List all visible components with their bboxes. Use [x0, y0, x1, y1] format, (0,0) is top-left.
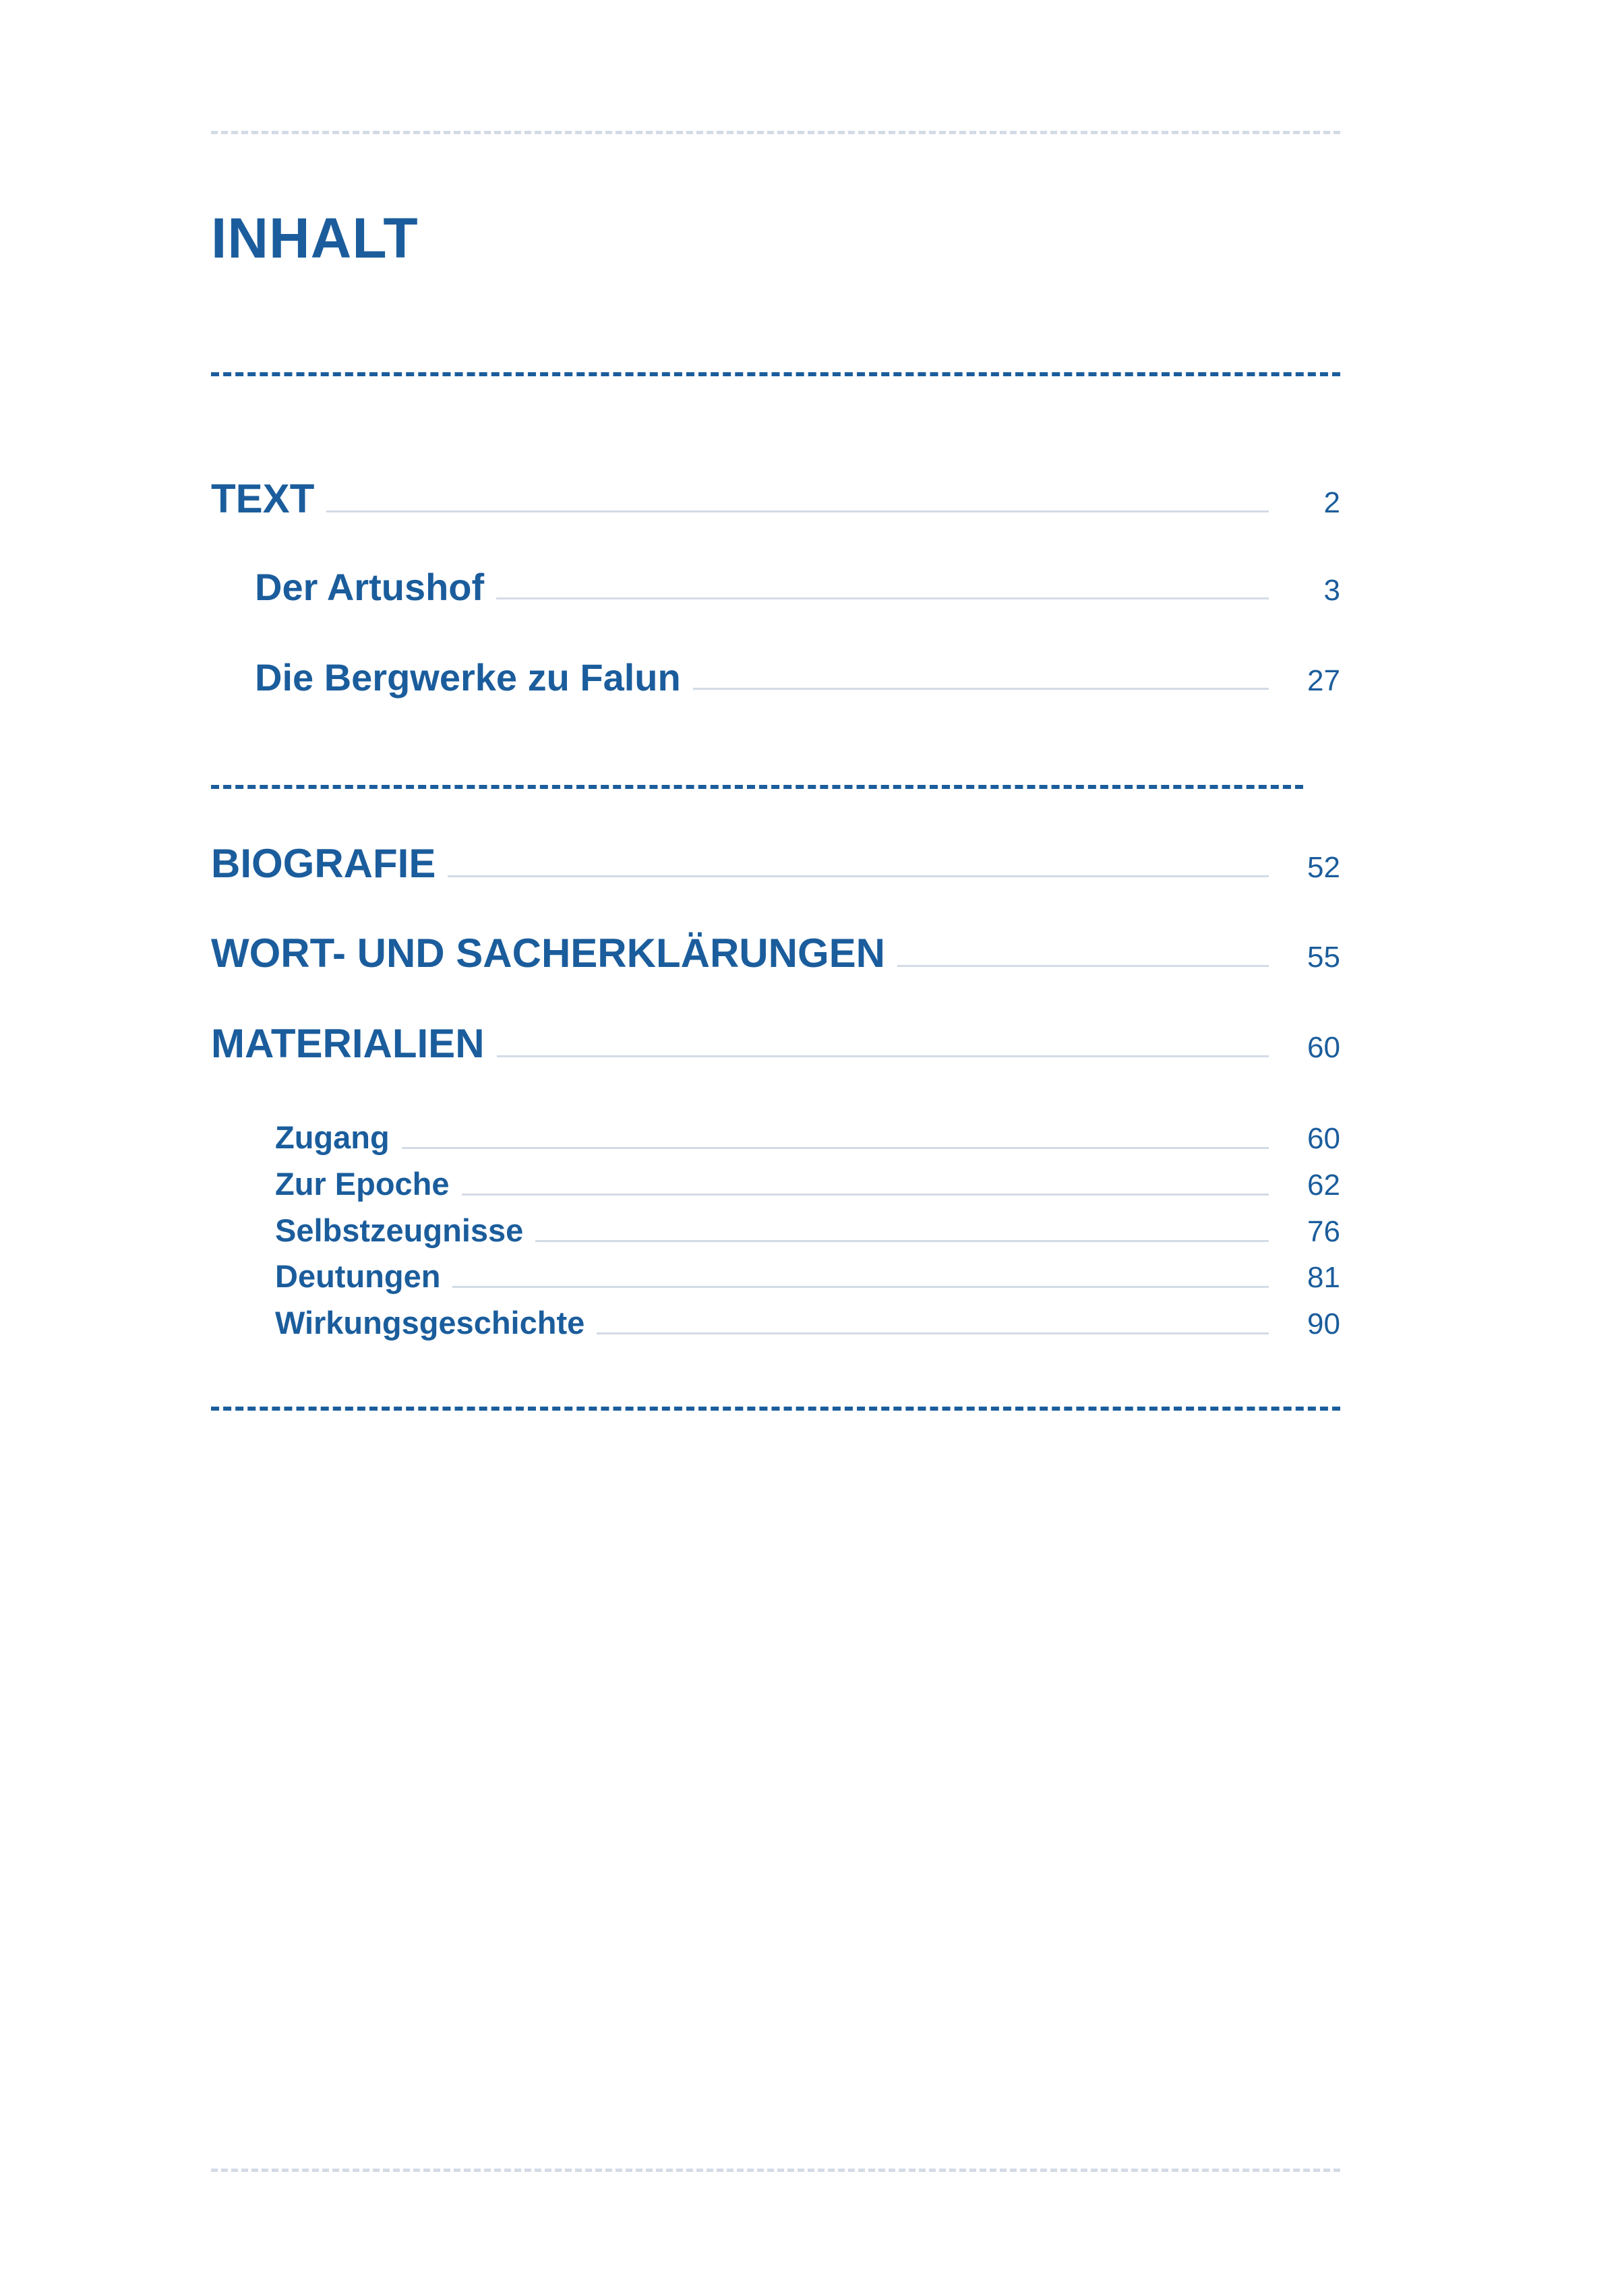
toc-label: BIOGRAFIE — [211, 841, 436, 886]
toc-page-number: 62 — [1307, 1169, 1340, 1202]
toc-entry-biografie[interactable] — [211, 840, 1340, 887]
top-divider — [211, 131, 1340, 134]
toc-entry-wort-und-sacherklaerungen[interactable] — [211, 930, 1340, 976]
toc-leader — [452, 1286, 1269, 1288]
toc-entry-selbstzeugnisse[interactable] — [275, 1212, 1340, 1249]
end-divider — [211, 1407, 1340, 1411]
toc-label: Zur Epoche — [275, 1166, 450, 1202]
toc-page-number: 52 — [1307, 851, 1340, 884]
toc-entry-artushof[interactable] — [255, 565, 1340, 609]
toc-leader — [448, 875, 1269, 877]
toc-page-number: 60 — [1307, 1122, 1340, 1155]
toc-label: Selbstzeugnisse — [275, 1212, 524, 1248]
section-divider — [211, 785, 1303, 789]
toc-page-number: 90 — [1307, 1307, 1340, 1341]
toc-page-number: 3 — [1323, 574, 1340, 607]
page-title: INHALT — [211, 206, 419, 270]
toc-label: Wirkungsgeschichte — [275, 1305, 585, 1341]
toc-entry-zugang[interactable] — [275, 1119, 1340, 1156]
toc-label: Die Bergwerke zu Falun — [255, 656, 681, 699]
title-divider — [211, 372, 1340, 376]
toc-page-number: 2 — [1323, 486, 1340, 519]
toc-entry-text[interactable] — [211, 475, 1340, 522]
toc-entry-zur-epoche[interactable] — [275, 1165, 1340, 1202]
toc-label: TEXT — [211, 476, 315, 521]
toc-page-number: 60 — [1307, 1031, 1340, 1064]
toc-leader — [326, 510, 1269, 512]
toc-leader — [402, 1147, 1269, 1149]
toc-label: Deutungen — [275, 1258, 441, 1294]
toc-leader — [496, 597, 1269, 599]
bottom-divider — [211, 2169, 1340, 2172]
toc-page-number: 27 — [1307, 664, 1340, 697]
toc-entry-wirkungsgeschichte[interactable] — [275, 1304, 1340, 1341]
toc-entry-materialien[interactable] — [211, 1020, 1340, 1067]
toc-leader — [597, 1332, 1269, 1334]
toc-leader — [693, 688, 1269, 690]
toc-label: Der Artushof — [255, 566, 485, 608]
toc-page-number: 76 — [1307, 1215, 1340, 1248]
toc-label: WORT- UND SACHERKLÄRUNGEN — [211, 931, 885, 976]
toc-page-number: 81 — [1307, 1261, 1340, 1294]
toc-entry-deutungen[interactable] — [275, 1258, 1340, 1295]
toc-leader — [497, 1055, 1269, 1057]
toc-entry-falun[interactable] — [255, 655, 1340, 699]
toc-label: MATERIALIEN — [211, 1021, 485, 1066]
toc-leader — [462, 1194, 1269, 1196]
toc-leader — [897, 965, 1269, 967]
toc-label: Zugang — [275, 1119, 390, 1155]
toc-leader — [535, 1240, 1269, 1242]
toc-page-number: 55 — [1307, 941, 1340, 974]
